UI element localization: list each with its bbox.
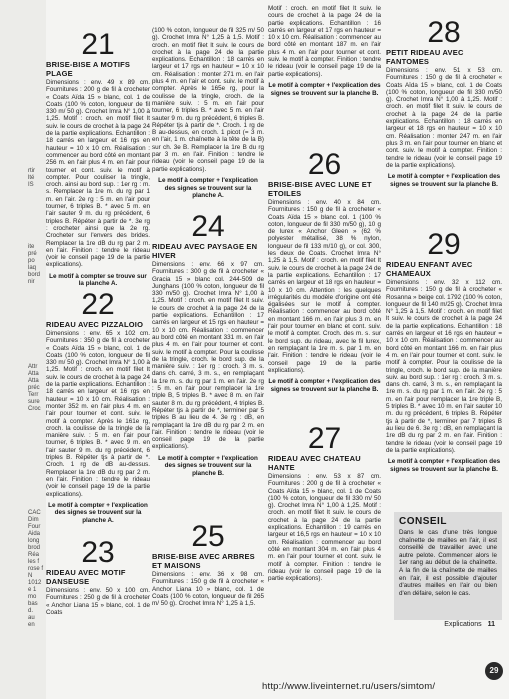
pattern-instructions: Dimensions : env. 40 x 84 cm. Fournitures : 150 g de fil à crocheter « Coats Aïda 15 » blanc col. 1 (100 % coton, longueur de fil 330 m/50 g), 10 g de lurex « Anchor Gleen » (62 % polyester métallisé, 38 % nylon, longueur de fil 133 m/10 g), or col. 300, les deux de Coats. Crochet Imra N° 1,25 à 1,5. Motif : croch. en motif filet lt suiv. le cours de crochet à la page 24 de la partie explications. Echantillon : 17 carrés en largeur et 18 rgs en hauteur = 10 x 10 cm. Attention : les quelques irrégularités du modèle d'origine ont été égalisées sur le motif à compter. Réalisation : commencer au bord côté en montant 166 m. en l'air plus 3 m. en l'air pour tourner en blanc et cont. suiv. le motif à compter. Croch. des m. s. sur le bord sup. du rideau, avec le fil lurex, en remplaçant la 1re m. s. par 1 m. en l'air. Finition : tendre le rideau (voir le conseil page 19 de la partie explications). — [268, 199, 381, 374]
pattern-instructions: (100 % coton, longueur de fil 325 m/ 50 g). Crochet Imra N° 1,25 à 1,5. Motif : croch. en motif filet lt suiv. le cours de crochet à la page 24 de la partie explications. Echantillon : 18 carrés en largeur et 17 rgs en hauteur = 10 x 10 cm. Réalisation : monter 271 m. en l'air plus 4 m. en l'air et cont. suiv. le motif à compter. Après le 165e rg, pour la coulisse de la tringle, croch. de la manière suiv. : 5 m. en l'air pour tourner, 6 triples B. * avec 5 m. en l'air sauter 9 m. du rg précédent, 6 triples B. Répéter tjs à partir de *. Croch. 1 rg de B au-dessus, en croch. 1 picot (= 3 m. en l'air, 1 m. chaînette à la tête de la B) sur ch. 3e B. Remplacer la 1re B du rg par 3 m. en l'air. Finition : tendre le rideau (voir le conseil page 19 de la partie explications). — [152, 27, 264, 173]
watermark-url: http://www.liveinternet.ru/users/simtom/ — [262, 681, 436, 692]
pattern-number: 24 — [191, 210, 225, 243]
pattern-number: 27 — [307, 422, 342, 455]
pattern-instructions: Dimensions : env. 49 x 89 cm. Fournitures : 200 g de fil à crocheter « Coats Aïda 15 » blanc, col. 1 de Coats (100 % coton, longueur de fil 330 m/ 50 g). Crochet Imra N° 1,00 à 1,25. Motif : croch. en motif filet lt suiv. le cours de crochet à la page 24 de la partie explications. Echantillon : 18 carrés en largeur et 16 rgs en hauteur = 10 x 10 cm. Réalisation : commencer au bord côté en montant 256 m. en l'air plus 4 m. en l'air pour tourner et cont. suiv. le motif à compter. Pour couliser la tringle, croch. ainsi au bord sup. : 1er rg : m. s. Remplacer la 1re m. du rg par 1 m. en l'air. 2e rg : 5 m. en l'air pour tourner, 6 triples B. * avec 5 m. en l'air sauter 9 m. du rg précédent, 6 triples B. Répéter à partir de *. 3e rg : crocheter ainsi que la 2e rg. Crocheter sur l'envers des brides. Remplacer la 1re dB du rg par 2 m. en l'air. Finition : tendre le rideau (voir le conseil page 19 de la partie explications). — [46, 79, 150, 269]
pattern-number: 21 — [81, 28, 115, 61]
page-number: 11 — [487, 621, 495, 628]
strip-fragment: CAC Dim Four Aida long brod Réa les f rose f N 1012 e 1 mo bas d. au en — [28, 510, 44, 628]
pattern-title: RIDEAU ENFANT AVEC CHAMEAUX — [386, 260, 473, 278]
pattern-title: BRISE-BISE AVEC LUNE ET ETOILES — [268, 180, 372, 198]
pattern-number: 23 — [81, 536, 115, 569]
pattern-instructions: Dimensions : env. 50 x 100 cm. Fournitures : 250 g de fil à crocheter « Anchor Liana 15 » blanc, col. 1 de Coats — [46, 587, 150, 616]
footer-label: Explications — [444, 621, 482, 628]
pattern-note: Le motif à compter + l'explication des signes se trouvent sur la planche A. — [158, 176, 258, 200]
corner-page-badge: 29 — [485, 662, 503, 680]
page-footer — [444, 621, 495, 628]
pattern-instructions: Dimensions : env. 53 x 87 cm. Fournitures : 200 g de fil à crocheter « Coats Aïda 15 » blanc, col. 1 de Coats (100 % coton, longueur de fil 330 m/ 50 g). Crochet Imra N° 1,00 à 1,25. Motif : croch. en motif filet lt suiv. le cours de crochet à la page 24 de la partie explications. Echantillon : 19 carrés en largeur et 16,5 rgs en hauteur = 10 x 10 cm. Réalisation : commencer au bord côté en montant 304 m. en l'air plus 4 m. en l'air pour tourner et cont. suiv. le motif à compter. Finition : tendre le rideau (voir le conseil page 19 de la partie explications). — [268, 473, 381, 583]
pattern-note: Le motif à compter + l'explication des signes se trouvent sur la planche B. — [268, 81, 381, 97]
pattern-section-28 — [386, 18, 502, 223]
pattern-section-29 — [386, 230, 502, 508]
pattern-number: 29 — [427, 228, 461, 261]
column-2 — [152, 0, 264, 699]
pattern-section-27 — [268, 424, 381, 656]
pattern-section-26 — [268, 150, 381, 418]
conseil-title: CONSEIL — [399, 516, 447, 527]
column-1 — [46, 0, 150, 699]
pattern-note: Le motif à compter + l'explication des signes se trouvent sur la planche B. — [158, 454, 258, 477]
pattern-title: RIDEAU AVEC CHATEAU HANTE — [268, 454, 361, 472]
pattern-note: Le motif à compter + l'explication des signes se trouvent sur la planche A. — [48, 501, 148, 525]
pattern-section-25 — [152, 522, 264, 647]
pattern-section-continued — [268, 4, 381, 144]
strip-fragment: rtir lté IS — [28, 168, 35, 188]
pattern-number: 28 — [427, 16, 461, 49]
pattern-title: BRISE-BISE AVEC ARBRES ET MAISONS — [152, 552, 255, 570]
pattern-section-continued — [152, 26, 264, 206]
adjacent-page-strip — [0, 0, 46, 699]
pattern-number: 26 — [307, 148, 342, 181]
pattern-section-23 — [46, 538, 150, 648]
pattern-section-21 — [46, 28, 150, 288]
pattern-instructions: Dimensions : env. 51 x 53 cm. Fournitures : 150 g de fil à crocheter « Coats Aïda 15 » blanc, col. 1 de Coats (100 % coton, longueur de fil 330 m/50 g). Crochet Imra N° 1,00 à 1,25. Motif : croch. en motif filet lt suiv. le cours de crochet à la page 24 de la partie explications. Echantillon : 18 carrés en largeur et 18 rgs en hauteur = 10 x 10 cm. Réalisation : monter 247 m. en l'air plus 3 m. en l'air pour tourner en blanc et cont. suiv. le motif à compter. Finition : tendre le rideau (voir le conseil page 19 de la partie explications). — [386, 67, 502, 169]
pattern-title: PETIT RIDEAU AVEC FANTOMES — [386, 48, 464, 66]
pattern-instructions: Dimensions : env. 65 x 102 cm. Fournitures : 350 g de fil à crocheter « Coats Aïda 15 » blanc, col. 1 de Coats (100 % coton, longueur de fil 330 m/ 50 g). Crochet Imra N° 1,00 à 1,25. Motif : croch. en motif filet lt suiv. le cours de crochet à la page 24 de la partie explications. Echantillon : 18 carrés en largeur et 16 rgs en hauteur = 10 x 10 cm. Réalisation : monter 352 m. en l'air plus 4 m. en l'air pour tourner et cont. suiv. le motif à compter. Après le 161e rg, croch. la coulisse de la tringle de la manière suiv. : 5 m. en l'air pour tourner, 6 triples B. * avec 9 m. en l'air sauter 9 m. du rg précédent, 6 triples B. Répéter tjs à partir de *. Croch. 1 rg de dB au-dessus. Remplacer la 1re dB du rg par 2 m. en l'air. Finition : tendre le rideau (voir le conseil page 19 de la partie explications). — [46, 330, 150, 498]
pattern-instructions: Dimensions : env. 32 x 112 cm. Fournitures : 150 g de fil à crocheter « Rosanna » beige col. 1792 (100 % coton, longueur de fil 140 m/25 g). Crochet Imra N° 1,25 à 1,5. Motif : croch. en motif filet lt suiv. le cours de crochet à la page 24 de la partie explications. Echantillon : 18 carrés en largeur et 16 rgs en hauteur = 10 x 10 cm. Réalisation : commencer au bord côté en montant 166 m. en l'air plus 4 m. en l'air pour tourner et cont. suiv. le motif à compter. Pour la coulisse de la tringle, croch. le bord sup. de la manière suiv. au bord sup. : 1er rg : croch. 3 m. s. dans ch. carré, 3 m. s., en remplaçant la 1re m. s. du rg par 1 m. en l'air. 2e rg : 5 m. en l'air pour remplacer la 1re triple B, 5 triples B. * avec 10 m. en l'air sauter 10 m. du rg précédent, 6 triples B. Répéter tjs à partir de *, terminer par 7 triples B au lieu de 6. 3e rg : dB, en remplaçant la 1re dB du rg par 2 m. en l'air. Finition : tendre le rideau (voir le conseil page 19 de la partie explications). — [386, 279, 502, 454]
conseil-box — [394, 512, 502, 620]
pattern-title: RIDEAU AVEC MOTIF DANSEUSE — [46, 568, 126, 586]
conseil-text: Dans le cas d'une très longue chaînette de mailles en l'air, il est conseillé de travailler avec une autre pelote. Commencer alors le 1er rang au début de la chaînette. A la fin de la chaînette de mailles en l'air, il est possible d'ajouter d'autres mailles en l'air ou bien d'en défaire, selon le cas. — [399, 529, 497, 597]
column-4 — [386, 0, 502, 699]
pattern-note: Le motif à compter se trouve sur la planche A. — [49, 272, 147, 288]
pattern-section-24 — [152, 212, 264, 522]
pattern-instructions: Dimensions : env. 66 x 97 cm. Fournitures : 300 g de fil à crocheter « Gracia 15 » blanc col. 244-509 de Junghans (100 % coton, longueur de fil 330 m/50 g). Crochet Imra N° 1,00 à 1,25. Motif : croch. en motif filet lt suiv. le cours de crochet à la page 24 de la partie explications. Echantillon : 17 carrés en largeur et 15 rgs en hauteur = 10 x 10 cm. Réalisation : commencer au bord côté en montant 331 m. en l'air plus 4 m. en l'air pour tourner et cont. suiv. le motif à compter. Pour la coulisse de la tringle, croch. le bord sup. de la manière suiv. : 1er rg : croch. 3 m. s. dans ch. carré, 3 m. s., en remplaçant la 1re m. s. du rg par 1 m. en l'air. 2e rg : 5 m. en l'air pour remplacer la 1re triple B, 5 triples B. * avec 8 m. en l'air sauter 8 m. du rg précédent, 4 triples B. Répéter tjs à partir de *, terminer par 5 triples B au lieu de 4. 3e rg : dB, en remplaçant la 1re dB du rg par 2 m. en l'air. Finition : tendre le rideau (voir le conseil page 19 de la partie explications). — [152, 261, 264, 451]
column-3 — [268, 0, 381, 699]
pattern-instructions: Dimensions : env. 36 x 98 cm. Fournitures : 150 g de fil à crocheter « Anchor Liana 10 » blanc, col. 1 de Coats (100 % coton, longueur de fil 265 m/ 50 g). Crochet Imra N° 1,25 à 1,5. — [152, 571, 264, 608]
pattern-number: 25 — [191, 520, 225, 553]
pattern-note: Le motif à compter + l'explication des signes se trouvent sur la planche B. — [387, 458, 501, 473]
pattern-section-22 — [46, 290, 150, 525]
pattern-note: Le motif à compter + l'explication des signes se trouvent sur la planche B. — [268, 378, 381, 393]
strip-fragment: Attr Atta Atta préc Terr sure Croc — [28, 364, 41, 412]
pattern-instructions: Motif : croch. en motif filet lt suiv. le cours de crochet à la page 24 de la partie explications. Echantillon : 16 carrés en largeur et 17 rgs en hauteur = 10 x 10 cm. Réalisation : commencer au bord côté en montant 187 m. en l'air plus 4 m. en l'air pour tourner et cont. suiv. le motif à compter. Finition : tendre le rideau (voir le conseil page 19 de la partie explications). — [268, 5, 381, 78]
strip-fragment: ite pré po laq bord nir — [28, 244, 41, 285]
pattern-note: Le motif à compter + l'explication des signes se trouvent sur la planche B. — [387, 173, 501, 188]
pattern-title: BRISE-BISE A MOTIFS PLAGE — [46, 60, 131, 78]
pattern-title: RIDEAU AVEC PIZZALOIO — [46, 320, 144, 329]
pattern-number: 22 — [81, 288, 115, 321]
pattern-title: RIDEAU AVEC PAYSAGE EN HIVER — [152, 242, 258, 260]
